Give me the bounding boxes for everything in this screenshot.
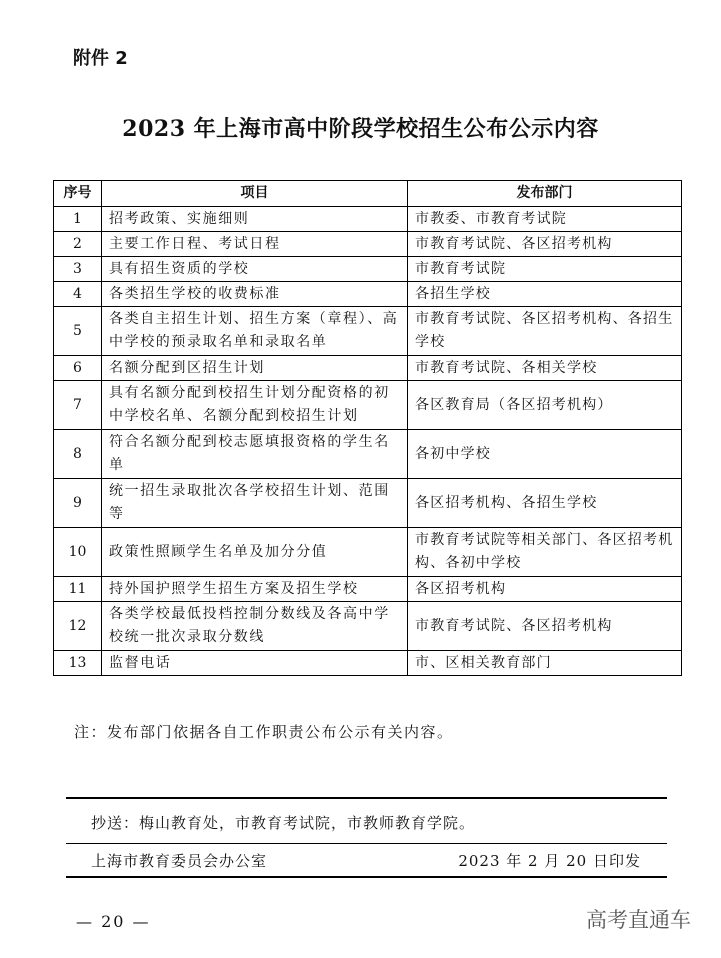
table-row — [54, 430, 682, 479]
row-dept: 市、区相关教育部门 — [408, 651, 682, 676]
row-dept: 各初中学校 — [408, 430, 682, 479]
attachment-label: 附件 2 — [73, 48, 128, 69]
row-item: 监督电话 — [102, 651, 408, 676]
table-row — [54, 651, 682, 676]
row-number: 12 — [54, 602, 102, 651]
row-number: 1 — [54, 207, 102, 232]
row-number: 6 — [54, 356, 102, 381]
table-row — [54, 528, 682, 577]
footer-top-rule — [66, 797, 667, 799]
row-dept: 各招生学校 — [408, 282, 682, 307]
print-date: 2023 年 2 月 20 日印发 — [458, 852, 641, 870]
column-header-dept: 发布部门 — [408, 181, 682, 207]
row-dept: 市教育考试院、各区招考机构 — [408, 602, 682, 651]
row-item: 具有招生资质的学校 — [102, 257, 408, 282]
table-row — [54, 381, 682, 430]
row-item: 具有名额分配到校招生计划分配资格的初中学校名单、名额分配到校招生计划 — [102, 381, 408, 430]
row-item: 持外国护照学生招生方案及招生学校 — [102, 577, 408, 602]
row-number: 3 — [54, 257, 102, 282]
row-number: 5 — [54, 307, 102, 356]
table-row — [54, 602, 682, 651]
table-row — [54, 207, 682, 232]
row-item: 各类学校最低投档控制分数线及各高中学校统一批次录取分数线 — [102, 602, 408, 651]
row-dept: 各区教育局（各区招考机构） — [408, 381, 682, 430]
row-dept: 市教委、市教育考试院 — [408, 207, 682, 232]
cc-line: 抄送：梅山教育处，市教育考试院，市教师教育学院。 — [91, 814, 476, 832]
footer-bottom-rule — [66, 876, 667, 878]
row-item: 各类招生学校的收费标准 — [102, 282, 408, 307]
table-row — [54, 257, 682, 282]
row-dept: 市教育考试院 — [408, 257, 682, 282]
row-number: 10 — [54, 528, 102, 577]
row-dept: 市教育考试院、各区招考机构、各招生学校 — [408, 307, 682, 356]
row-item: 统一招生录取批次各学校招生计划、范围等 — [102, 479, 408, 528]
row-dept: 市教育考试院、各相关学校 — [408, 356, 682, 381]
row-dept: 市教育考试院等相关部门、各区招考机构、各初中学校 — [408, 528, 682, 577]
publication-table — [53, 180, 682, 676]
row-number: 4 — [54, 282, 102, 307]
row-number: 11 — [54, 577, 102, 602]
watermark: 高考直通车 — [586, 908, 691, 932]
column-header-item: 项目 — [102, 181, 408, 207]
row-item: 各类自主招生计划、招生方案（章程）、高中学校的预录取名单和录取名单 — [102, 307, 408, 356]
row-number: 9 — [54, 479, 102, 528]
issuing-office: 上海市教育委员会办公室 — [91, 852, 268, 870]
row-number: 2 — [54, 232, 102, 257]
footnote: 注：发布部门依据各自工作职责公布公示有关内容。 — [74, 723, 454, 741]
row-item: 招考政策、实施细则 — [102, 207, 408, 232]
page-number: — 20 — — [76, 912, 151, 931]
column-header-no: 序号 — [54, 181, 102, 207]
table-row — [54, 232, 682, 257]
table-row — [54, 356, 682, 381]
table-row — [54, 577, 682, 602]
table-row — [54, 282, 682, 307]
row-number: 8 — [54, 430, 102, 479]
row-item: 名额分配到区招生计划 — [102, 356, 408, 381]
row-item: 符合名额分配到校志愿填报资格的学生名单 — [102, 430, 408, 479]
row-number: 13 — [54, 651, 102, 676]
table-row — [54, 479, 682, 528]
row-dept: 市教育考试院、各区招考机构 — [408, 232, 682, 257]
row-item: 政策性照顾学生名单及加分分值 — [102, 528, 408, 577]
row-item: 主要工作日程、考试日程 — [102, 232, 408, 257]
document-title: 2023 年上海市高中阶段学校招生公布公示内容 — [122, 116, 599, 142]
row-dept: 各区招考机构、各招生学校 — [408, 479, 682, 528]
table-row — [54, 307, 682, 356]
footer-middle-rule — [66, 843, 667, 844]
table-header-row — [54, 181, 682, 207]
row-dept: 各区招考机构 — [408, 577, 682, 602]
row-number: 7 — [54, 381, 102, 430]
